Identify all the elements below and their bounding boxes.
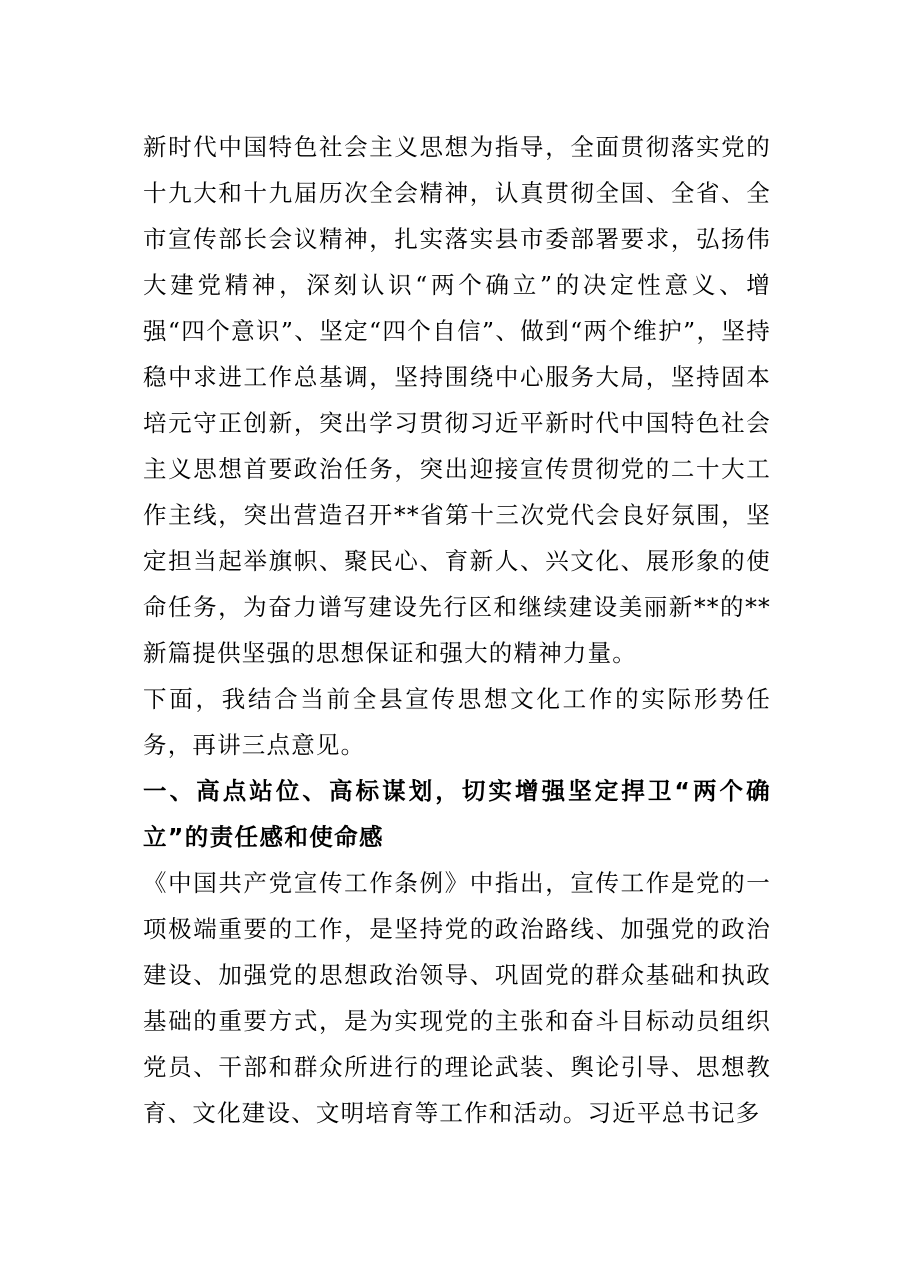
body-paragraph-3: 《中国共产党宣传工作条例》中指出，宣传工作是党的一项极端重要的工作，是坚持党的政治路线、加强党的政治建设、加强党的思想政治领导、巩固党的群众基础和执政基础的重要方式，是为实现党的主张和奋斗目标动员组织党员、干部和群众所进行的理论武装、舆论引导、思想教育、文化建设、文明培育等工作和活动。习近平总书记多 [143, 869, 771, 1127]
document-body [143, 124, 771, 1136]
body-paragraph-1: 新时代中国特色社会主义思想为指导，全面贯彻落实党的十九大和十九届历次全会精神，认真贯彻全国、全省、全市宣传部长会议精神，扎实落实县市委部署要求，弘扬伟大建党精神，深刻认识“两个确立”的决定性意义、增强“四个意识”、坚定“四个自信”、做到“两个维护”，坚持稳中求进工作总基调，坚持围绕中心服务大局，坚持固本培元守正创新，突出学习贯彻习近平新时代中国特色社会主义思想首要政治任务，突出迎接宣传贯彻党的二十大工作主线，突出营造召开**省第十三次党代会良好氛围，坚定担当起举旗帜、聚民心、育新人、兴文化、展形象的使命任务，为奋力谱写建设先行区和继续建设美丽新**的**新篇提供坚强的思想保证和强大的精神力量。 [143, 133, 771, 667]
body-paragraph-2: 下面，我结合当前全县宣传思想文化工作的实际形势任务，再讲三点意见。 [143, 685, 771, 759]
section-heading-1: 一、高点站位、高标谋划，切实增强坚定捍卫“两个确立”的责任感和使命感 [143, 777, 771, 851]
